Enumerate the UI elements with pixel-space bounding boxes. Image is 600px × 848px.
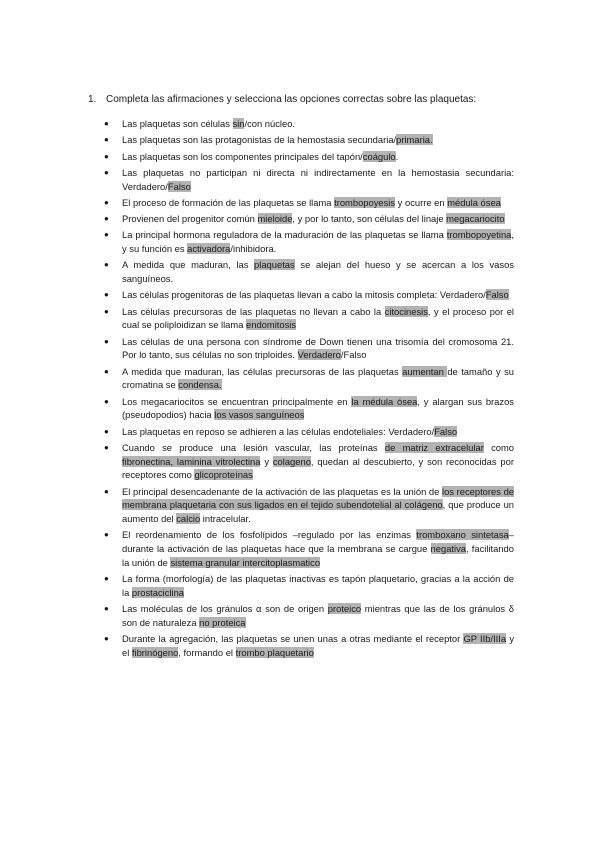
bullet-icon: ● — [104, 197, 109, 207]
statement-text: . — [395, 150, 399, 162]
statement-item — [104, 305, 514, 333]
highlighted-answer: tromboxano sintetasa — [416, 529, 509, 541]
statement-text: Cuando se produce una lesión vascular, las proteínas — [122, 441, 385, 453]
bullet-icon: ● — [104, 167, 109, 177]
highlighted-answer: GP IIb/IIIa — [463, 633, 507, 644]
bullet-icon: ● — [104, 336, 109, 346]
statement-text: , y alargan sus brazos (pseudopodios) hacia — [122, 395, 514, 421]
statement-text: El reordenamiento de los fosfolípidos –regulado por las enzimas — [122, 529, 417, 541]
bullet-icon: ● — [104, 442, 109, 452]
statement-item — [104, 485, 514, 526]
statement-item — [104, 602, 514, 630]
highlighted-answer: los receptores de membrana plaquetaria con sus ligados en el tejido subendotelial al colágeno — [122, 485, 514, 511]
statement-text: Las células progenitoras de las plaquetas llevan a cabo la mitosis completa: Verdadero/ — [122, 289, 486, 301]
statement-text: Provienen del progenitor común — [122, 213, 258, 224]
bullet-icon: ● — [104, 119, 109, 128]
statement-item — [104, 335, 514, 363]
bullet-icon: ● — [104, 634, 109, 643]
statement-text: intracelular. — [200, 513, 251, 524]
bullet-icon: ● — [104, 396, 109, 406]
highlighted-answer: coágulo — [362, 150, 396, 162]
statement-text: El proceso de formación de las plaquetas se llama — [122, 196, 335, 208]
highlighted-answer: no proteica — [199, 616, 246, 628]
highlighted-answer: megacariocito — [446, 213, 505, 224]
highlighted-answer: médula ósea — [447, 196, 501, 208]
highlighted-answer: activadora — [187, 243, 231, 254]
statement-item — [104, 196, 514, 210]
statement-item — [104, 441, 514, 482]
highlighted-answer: proteico — [327, 603, 362, 614]
statement-text: , formando el — [178, 646, 236, 658]
bullet-icon: ● — [104, 306, 109, 316]
highlighted-answer: trombopoyesis — [334, 196, 396, 208]
highlighted-answer: prostaciclina — [131, 586, 185, 598]
statement-item — [104, 258, 514, 286]
statement-text: Las plaquetas en reposo se adhieren a las células endoteliales: Verdadero/ — [122, 425, 435, 437]
highlighted-answer: Falso — [167, 180, 191, 192]
statement-item — [104, 150, 514, 164]
statement-text: /Falso — [340, 349, 367, 361]
statement-item — [104, 117, 514, 131]
bullet-icon: ● — [104, 426, 109, 436]
statement-text: mientras que las de los gránulos δ son de naturaleza — [122, 603, 514, 628]
statement-text: como — [483, 441, 514, 453]
statement-text: – durante la activación de las plaquetas hace que la membrana se cargue — [122, 529, 514, 554]
statement-text: Los megacariocitos se encuentran principalmente en — [122, 395, 352, 407]
statement-item — [104, 528, 514, 569]
statement-text: , que produce un aumento del — [122, 499, 514, 524]
highlighted-answer: mieloide — [257, 213, 293, 224]
highlighted-answer: calcio — [176, 513, 201, 524]
statement-item — [104, 228, 514, 256]
highlighted-answer: fibrinógeno — [131, 646, 179, 658]
highlighted-answer: Falso — [434, 425, 458, 437]
bullet-icon: ● — [104, 290, 109, 300]
highlighted-answer: negativa — [430, 543, 466, 554]
statement-text: de tamaño y su cromatina se — [122, 365, 514, 391]
highlighted-answer: endomitosis — [246, 319, 297, 331]
statement-item — [104, 395, 514, 423]
highlighted-answer: glicoproteínas — [194, 469, 253, 481]
statement-text: El principal desencadenante de la activación de las plaquetas es la unión de — [122, 485, 442, 497]
statement-item — [104, 425, 514, 439]
highlighted-answer: de matriz extracelular — [384, 441, 484, 453]
statement-text: , quedan al descubierto, y son reconocidas por receptores como — [122, 455, 514, 481]
question-number: 1. — [88, 94, 97, 105]
statement-text: Las moléculas de los gránulos α son de origen — [122, 603, 328, 614]
bullet-icon: ● — [104, 486, 109, 496]
question-heading — [88, 93, 476, 106]
statement-item — [104, 572, 514, 600]
statement-text: y el — [122, 633, 515, 658]
statement-text: A medida que maduran, las — [122, 259, 255, 271]
statement-text: se alejan del hueso y se acercan a los vasos sanguíneos. — [122, 259, 514, 284]
statement-item — [104, 166, 514, 194]
highlighted-answer: primaria. — [396, 134, 433, 146]
statement-text: , y por lo tanto, son células del linaje — [292, 213, 447, 224]
statement-text: /con núcleo. — [244, 118, 296, 129]
statement-text: y ocurre en — [395, 196, 448, 208]
highlighted-answer: Verdadero — [297, 349, 341, 361]
highlighted-answer: Falso — [485, 289, 509, 301]
statement-text: , facilitando la unión de — [122, 543, 514, 568]
bullet-icon: ● — [104, 151, 109, 161]
statement-item — [104, 212, 514, 226]
statement-text: Las células precursoras de las plaquetas no llevan a cabo la — [122, 305, 385, 317]
highlighted-answer: fibronectina, laminina vitrolectina — [122, 455, 261, 467]
bullet-icon: ● — [104, 366, 109, 376]
statement-item — [104, 133, 514, 147]
highlighted-answer: la médula ósea — [351, 395, 418, 407]
highlighted-answer: aumentan — [402, 365, 448, 377]
question-text: Completa las afirmaciones y selecciona las opciones correctas sobre las plaquetas: — [106, 94, 477, 105]
statement-item — [104, 632, 514, 660]
bullet-icon: ● — [104, 530, 109, 540]
statement-text: La principal hormona reguladora de la maduración de las plaquetas se llama — [122, 229, 447, 241]
bullet-icon: ● — [104, 604, 109, 613]
highlighted-answer: sistema granular intercitoplasmatico — [170, 556, 321, 568]
statement-text: Las plaquetas son células — [122, 118, 233, 129]
statement-text: Las plaquetas son las protagonistas de la hemostasia secundaria/ — [122, 134, 397, 146]
highlighted-answer: trombopoyetina — [446, 229, 512, 241]
highlighted-answer: trombo plaquetario — [235, 646, 314, 658]
highlighted-answer: citocinesis — [384, 305, 428, 317]
statement-text: A medida que maduran, las células precursoras de las plaquetas — [122, 365, 403, 377]
statement-text: y — [260, 455, 273, 467]
statement-item — [104, 288, 514, 302]
statement-text: Las plaquetas no participan ni directa ni indirectamente en la hemostasia secundaria: Verdadero/ — [122, 166, 514, 192]
bullet-icon: ● — [104, 135, 109, 145]
bullet-icon: ● — [104, 230, 109, 240]
statement-text: Durante la agregación, las plaquetas se unen unas a otras mediante el receptor — [122, 633, 464, 644]
highlighted-answer: los vasos sanguíneos — [214, 409, 305, 421]
statement-text: Las plaquetas son los componentes principales del tapón/ — [122, 150, 363, 162]
statement-item — [104, 365, 514, 393]
bullet-icon: ● — [104, 214, 109, 223]
statement-text: , y el proceso por el cual se poliploidizan se llama — [122, 305, 515, 331]
statement-text: La forma (morfología) de las plaquetas inactivas es tapón plaquetario, gracias a la acción de la — [122, 573, 514, 598]
bullet-icon: ● — [104, 574, 109, 583]
bullet-icon: ● — [104, 260, 109, 270]
highlighted-answer: colageno — [272, 455, 311, 467]
statement-text: , y su función es — [122, 229, 514, 254]
statement-text: /inhibidora. — [230, 243, 277, 254]
statement-list — [104, 117, 514, 662]
highlighted-answer: condensa. — [178, 379, 222, 391]
highlighted-answer: plaquetas — [254, 259, 295, 271]
highlighted-answer: sin — [232, 118, 245, 129]
statement-text: Las células de una persona con síndrome de Down tienen una trisomía del cromosoma 21. Por lo tanto, sus células no son triploides. — [122, 335, 514, 361]
